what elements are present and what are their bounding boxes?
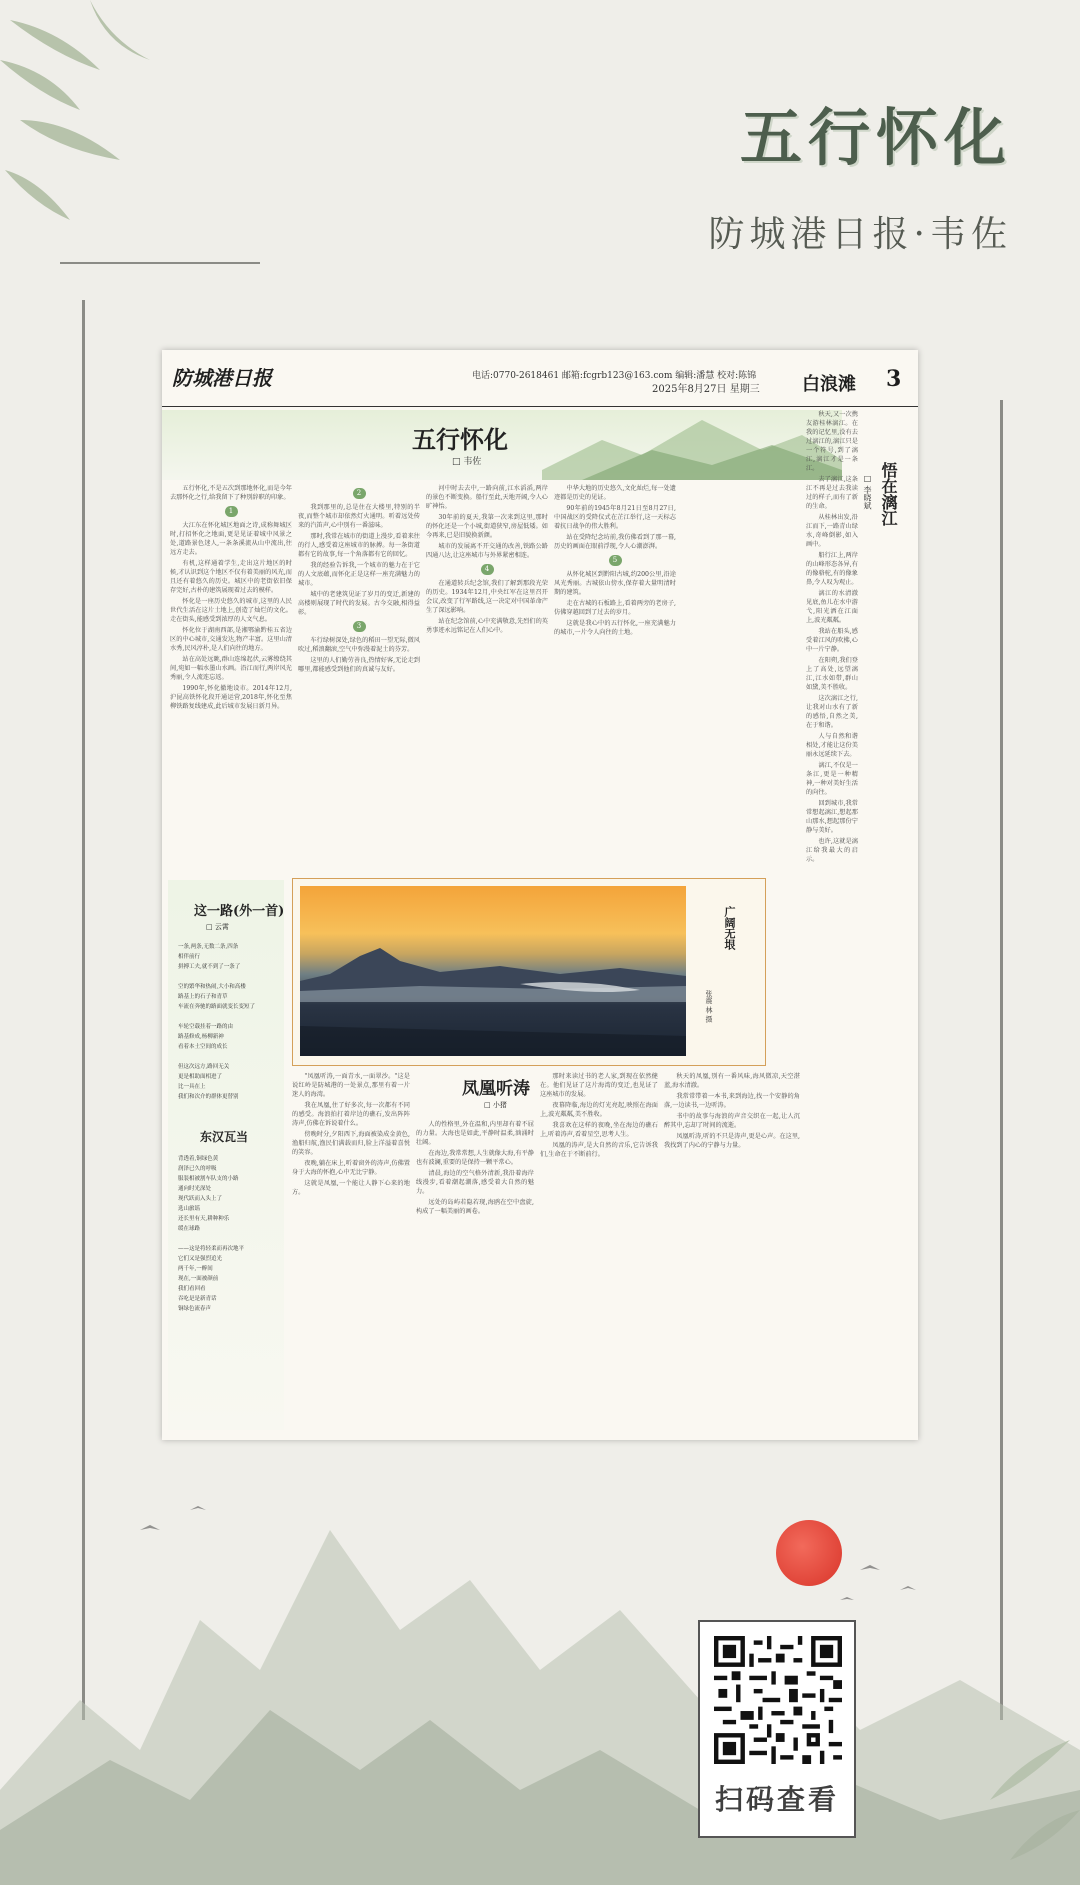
masthead [162, 350, 918, 407]
bottom-text-col-1: "凤凰听涛,一面青水,一面翠沙。"这是说红岭是防城港的一处景点,那里有着一片迷人的海湾。 我在凤凰,住了好多次,每一次都有不同的感受。海浪拍打着岸边的礁石,发出阵阵涛声,仿佛在诉说着什么。 傍晚时分,夕阳西下,海面被染成金黄色,渔船归航,渔民们满载而归,脸上洋溢着喜悦的笑容。 夜晚,躺在床上,听着窗外的涛声,仿佛置身于大海的怀抱,心中无比宁静。 这就是凤凰,一个能让人静下心来的地方。 [292, 1073, 410, 1196]
section-badge-2: 2 [353, 488, 366, 499]
side-article-author [862, 474, 873, 510]
poem-title-2: 东汉瓦当 [200, 1130, 249, 1144]
bottom-text-col-4: 秋天的凤凰,别有一番风味,海风微凉,天空湛蓝,海水清澈。 我常常带着一本书,来到海边,找一个安静的角落,一边读书,一边听涛。 书中的故事与海浪的声音交织在一起,让人沉醉其中,忘却了时间的流逝。 凤凰听涛,听的不只是涛声,更是心声。在这里,我找到了内心的宁静与力量。 [664, 1073, 800, 1149]
poem-2-lines [178, 1154, 244, 1314]
poem-line: 车流在奔驰的路面就变长变短了 [178, 1004, 256, 1010]
frame-line-top [60, 262, 260, 264]
section-name: 白浪滩 [802, 374, 856, 395]
qr-code-button[interactable] [698, 1620, 856, 1838]
section-badge-3: 3 [353, 621, 366, 632]
promo-title: 五行怀化 [739, 101, 1012, 174]
poem-line: 车轮空载挂着一路的由 [178, 1024, 234, 1030]
poem-line: 通向时光深处 [178, 1186, 212, 1192]
section-badge-1: 1 [225, 506, 238, 517]
landscape-photo [300, 886, 686, 1056]
poem-line: 现在,一面被颜前 [178, 1276, 219, 1282]
poem-title-1: 这一路(外一首) [194, 904, 285, 919]
promo-subtitle: 防城港日报·韦佐 [708, 214, 1012, 255]
main-text-col-1: 五行怀化,不是五次到那地怀化,而是今年去那怀化之行,给我留下了种别辞职的印象。 1 大江东在怀化城区地面之诗,成称舞城区时,打招怀化之地面,更是见证着城中风景之处,道路景色迷人,一条条溪流从山中流出,往远方走去。 有机,这样通着学生,走出这片地区的时候,才认识到这个地区不仅有着美丽的风光,而且还有着悠久的历史。城区中的老街依旧保存完好,古朴的建筑展现着过去的模样。 怀化是一座历史悠久的城市,这里的人民世代生活在这片土地上,创造了灿烂的文化。走在街头,能感受到浓厚的人文气息。 怀化位于湖南西部,是湘鄂渝黔桂五省边区的中心城市,交通发达,物产丰富。这里山清水秀,民风淳朴,是人们向往的地方。 站在高处远眺,群山连绵起伏,云雾缭绕其间,宛如一幅水墨山水画。沿江而行,两岸风光秀丽,令人流连忘返。 1990年,怀化撤地设市。2014年12月,沪昆高铁怀化段开通运营,2018年,怀化至焦柳铁路复线建成,此后城市发展日新月异。 [170, 485, 292, 710]
bamboo-decoration [0, 0, 200, 240]
side-text-col: 秋天,又一次携友游桂林漓江。在我的记忆里,没有去过漓江的,漓江只是一个符号,到了漓江,漓江才是一条江。 去了漓江,这条江不再是过去我读过的样子,而有了新的生命。 从桂林出发,沿江而下,一路青山绿水,奇峰倒影,如入画中。 船行江上,两岸的山峰形态各异,有的像骆驼,有的像象鼻,令人叹为观止。 漓江的水清澈见底,鱼儿在水中游弋,阳光洒在江面上,波光粼粼。 我站在船头,感受着江风的吹拂,心中一片宁静。 在阳朔,我们登上了高处,远望漓江,江水如带,群山如黛,美不胜收。 这次漓江之行,让我对山水有了新的感悟,自然之美,在于和谐。 人与自然和谐相处,才能让这份美丽永远延续下去。 漓江,不仅是一条江,更是一种精神,一种对美好生活的向往。 回到城市,我常常想起漓江,想起那山那水,想起那份宁静与美好。 也许,这就是漓江给我最大的启示。 [806, 411, 858, 863]
poem-line: 选山旅谣 [178, 1206, 201, 1212]
poem-line: 现代跃而入头上了 [178, 1196, 223, 1202]
article-author-bottom: □ 小猪 [484, 1101, 507, 1109]
poem-line: ——这是将轻柔而再次地平 [178, 1246, 245, 1252]
poem-line: 我们和次介的群体更替别 [178, 1094, 239, 1100]
newspaper-logo: 防城港日报 [172, 366, 272, 390]
poem-line: 拼搏工夫,就不到了一条了 [178, 964, 241, 970]
bottom-text-col-2: 人的性格里,外在温和,内里却有着不屈的力量。大海也是如此,平静时温柔,汹涌时壮阔。 在海边,我常常想,人生就像大海,有平静也有波澜,重要的是保持一颗平常心。 清晨,海边的空气格外清新,我沿着海岸线漫步,看着潮起潮落,感受着大自然的魅力。 远处的岛屿若隐若现,海鸥在空中盘旋,构成了一幅美丽的画卷。 [416, 1121, 534, 1215]
poem-line: 吞吃是是新青话 [178, 1296, 217, 1302]
poem-line [178, 1012, 255, 1022]
section-badge-4: 4 [481, 564, 494, 575]
section-badge-5: 5 [609, 555, 622, 566]
title-band-mountains [542, 410, 842, 480]
page-number: 3 [886, 366, 902, 392]
photo-hills [300, 886, 686, 1056]
poem-author-1: □ 云霄 [206, 923, 229, 931]
side-article-title: 悟在漓江 [879, 462, 898, 526]
masthead-contact: 电话:0770-2618461 邮箱:fcgrb123@163.com 编辑:潘慧 校对:陈锦 [472, 371, 757, 381]
poem-line: 背透着,铜绿色黄 [178, 1156, 219, 1162]
poem-line: 缓在球路 [178, 1226, 201, 1232]
poem-line: 我们看回看 [178, 1286, 206, 1292]
poem-line: 路基上的石子和青草 [178, 994, 228, 1000]
poem-line: 一条,两条,无数二条,四条 [178, 944, 239, 950]
bottom-text-col-3: 那时来读过书的老人家,到现在依然健在。他们见证了这片海湾的变迁,也见证了这座城市的发展。 夜幕降临,海边的灯光亮起,映照在海面上,波光粼粼,美不胜收。 我喜欢在这样的夜晚,坐在海边的礁石上,听着涛声,看着星空,思考人生。 凤凰的涛声,是大自然的音乐,它告诉我们,生命在于不断前行。 [540, 1073, 658, 1158]
photo-credit: 张震 林 摄 [705, 990, 713, 1023]
article-title-main: 五行怀化 [412, 425, 508, 454]
poem-line: 润泽已久的呼吸 [178, 1166, 217, 1172]
poem-line: 服装相被割车队支的小路 [178, 1176, 239, 1182]
masthead-date: 2025年8月27日 星期三 [652, 384, 760, 395]
qr-code-icon [714, 1636, 842, 1764]
article-title-bottom: 凤凰听涛 [462, 1079, 530, 1099]
poem-line: 两千年,一醉间 [178, 1266, 213, 1272]
poem-line: 相伴前行 [178, 954, 201, 960]
poem-line: 更是相助面相进了 [178, 1074, 223, 1080]
poem-line [178, 1052, 255, 1062]
poem-line: 还长里有天,耕种种乐 [178, 1216, 230, 1222]
photo-caption: 广阔无垠 [723, 906, 736, 950]
poem-line: 路基修成,杨柳新神 [178, 1034, 224, 1040]
red-sun-decoration [776, 1520, 842, 1586]
main-text-col-2: 2 我到那里的,总是住在大楼里,特别的半夜,而整个城市却依然灯火通明。听着远处传来的汽笛声,心中别有一番滋味。 那时,我常在城市的街道上漫步,看着来往的行人,感受着这座城市的脉搏。每一条街道都有它的故事,每一个角落都有它的回忆。 我的经验告诉我,一个城市的魅力在于它的人文底蕴,而怀化正是这样一座充满魅力的城市。 城中的老建筑见证了岁月的变迁,新建的高楼则展现了时代的发展。古今交融,相得益彰。 3 车行绿树深处,绿色的稻田一望无际,微风吹过,稻浪翻滚,空气中弥漫着泥土的芬芳。 这里的人们勤劳善良,热情好客,无论走到哪里,都能感受到他们的真诚与友好。 [298, 489, 420, 673]
poem-line [178, 972, 255, 982]
main-text-col-4: 中华大地的历史悠久,文化灿烂,每一处遗迹都是历史的见证。 90年前的1945年8月21日至8月27日,中国战区的受降仪式在芷江举行,这一天标志着抗日战争的伟大胜利。 站在受降纪念坊前,我仿佛看到了那一幕,历史的画面在眼前浮现,令人心潮澎湃。 5 从怀化城区到黔阳古城,约200公里,沿途风光秀丽。古城依山傍水,保存着大量明清时期的建筑。 走在古城的石板路上,看着两旁的老房子,仿佛穿越回到了过去的岁月。 这就是我心中的五行怀化,一座充满魅力的城市,一片令人向往的土地。 [554, 485, 676, 636]
side-article-author-text: □ 李晓斌 [863, 474, 872, 510]
poem-1-lines [178, 942, 255, 1102]
scan-to-view-label[interactable]: 扫码查看 [714, 1783, 839, 1816]
poem-line [178, 1234, 244, 1244]
poem-line: 空的繁华和热闹,大小和高楼 [178, 984, 246, 990]
newspaper-page [162, 350, 918, 1440]
poem-line: 但这次远方,路回无关 [178, 1064, 230, 1070]
article-author-main: □ 韦佐 [452, 457, 482, 467]
poem-line: 比一具在上 [178, 1084, 206, 1090]
poem-line: 它们又是强烈追光 [178, 1256, 223, 1262]
poem-line: 看着本土空间的成长 [178, 1044, 228, 1050]
main-text-col-3: 河中时去去中,一路向前,江水滔滔,两岸的景色不断变换。船行至此,天地开阔,令人心旷神怡。 30年前的夏天,我第一次来到这里,那时的怀化还是一个小城,街道狭窄,房屋低矮。如今再来,已是旧貌换新颜。 城市的发展离不开交通的改善,铁路公路四通八达,让这座城市与外界紧密相连。 4 在通道转兵纪念馆,我们了解到那段光荣的历史。1934年12月,中央红军在这里召开会议,改变了行军路线,这一决定对中国革命产生了深远影响。 站在纪念馆前,心中充满敬意,先烈们的英勇事迹永远铭记在人们心中。 [426, 485, 548, 634]
poem-line: 铜绿色流春声 [178, 1306, 212, 1312]
ink-mountains [0, 1470, 1080, 1885]
